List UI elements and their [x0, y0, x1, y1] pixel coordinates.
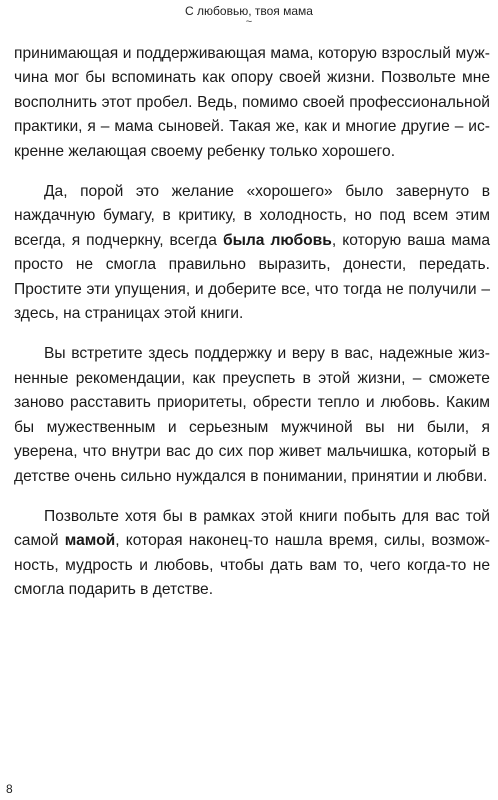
paragraph-4-part-2: , которая наконец-то нашла время, силы, возможность, мудрость и любовь, чтобы дать вам то, чего когда-то не смогла подарить в детстве.	[14, 532, 490, 599]
running-header: С любовью, твоя мама	[185, 4, 313, 18]
paragraph-4-emphasis: мамой	[64, 532, 116, 550]
paragraph-3: Вы встретите здесь поддержку и веру в вас, надежные жизненные рекомендации, как преуспеть в этой жизни, – сможете заново расставить приоритеты, обрести тепло и любовь. Каким бы мужественным и серьезным мужчиной вы ни были, я уверена, что внутри вас до сих пор живет мальчишка, который в детстве очень сильно нуждался в понимании, принятии и любви.	[14, 345, 490, 485]
header-ornament: ~	[245, 16, 253, 28]
page-number: 8	[6, 782, 13, 796]
paragraph-4	[14, 505, 490, 603]
paragraph-1: принимающая и поддерживающая мама, которую взрослый мужчина мог бы вспоминать как опору своей жизни. Позвольте мне восполнить этот пробел. Ведь, помимо своей профессиональной практики, я – мама сыновей. Такая же, как и многие другие – искренне желающая своему ребенку только хорошего.	[14, 45, 490, 160]
paragraph-2-part-2: , которую ваша мама просто не смогла правильно выразить, донести, передать. Простите эти упущения, и доберите все, что тогда не получили – здесь, на страницах этой книги.	[14, 231, 490, 323]
paragraph-2	[14, 180, 490, 326]
paragraph-2-part-1: Да, порой это желание «хорошего» было завернуто в наждачную бумагу, в критику, в холодность, но под всем этим всегда, я подчеркну, всегда	[14, 183, 490, 249]
paragraph-2-emphasis: была любовь	[222, 231, 332, 249]
body-text	[14, 42, 490, 619]
paragraph-4-part-1: Позвольте хотя бы в рамках этой книги побыть для вас той самой	[14, 507, 490, 550]
